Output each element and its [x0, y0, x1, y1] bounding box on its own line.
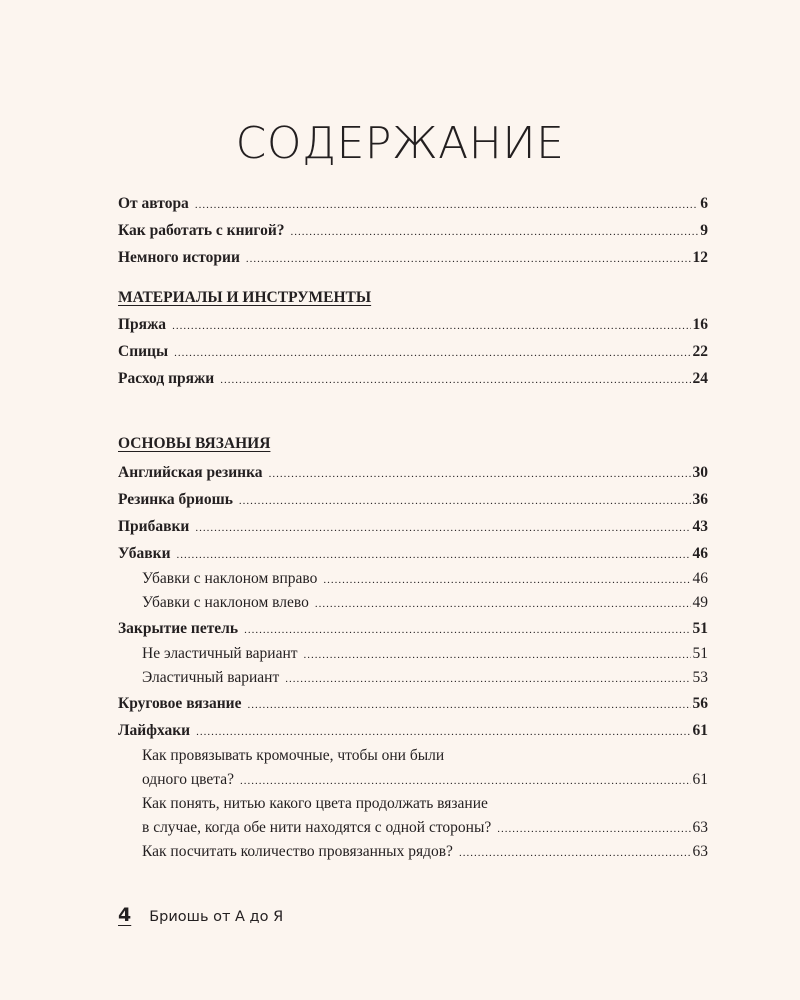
page-title: СОДЕРЖАНИЕ: [235, 118, 565, 169]
dot-leader: [177, 542, 691, 569]
dot-leader: [240, 769, 691, 793]
section-heading-materials[interactable]: МАТЕРИАЛЫ И ИНСТРУМЕНТЫ: [118, 289, 372, 306]
toc-page-number: 56: [692, 695, 708, 712]
dot-leader: [323, 568, 690, 592]
dot-leader: [247, 692, 690, 719]
toc-entry-yarn-usage[interactable]: [118, 365, 708, 392]
toc-entry-label: Расход пряжи: [118, 370, 215, 387]
toc-entry-label: Как понять, нитью какого цвета продолжать вязание: [142, 795, 488, 812]
dot-leader: [291, 219, 699, 246]
toc-page-number: 53: [692, 669, 708, 686]
toc-page-number: 46: [692, 545, 708, 562]
dot-leader: [459, 841, 691, 865]
toc-page-number: 51: [692, 620, 708, 637]
dot-leader: [172, 313, 690, 340]
toc-page-number: 63: [692, 819, 708, 836]
toc-page-number: 61: [692, 771, 708, 788]
toc-entry-lifehacks[interactable]: [118, 717, 708, 744]
toc-entry-bind-off[interactable]: [118, 615, 708, 642]
toc-entry-label: одного цвета?: [142, 771, 234, 788]
toc-subentry-which-color-line2[interactable]: [118, 816, 708, 840]
toc-entry-label: Немного истории: [118, 249, 240, 266]
toc-entry-increases[interactable]: [118, 513, 708, 540]
page-footer: [118, 904, 283, 926]
toc-subentry-non-elastic[interactable]: [118, 642, 708, 666]
toc-subentry-count-rows[interactable]: [118, 840, 708, 864]
dot-leader: [315, 592, 691, 616]
dot-leader: [269, 461, 691, 488]
toc-page-number: 36: [692, 491, 708, 508]
toc-entry-history[interactable]: [118, 244, 708, 271]
dot-leader: [220, 367, 690, 394]
toc-entry-from-author[interactable]: [118, 190, 708, 217]
section-heading-basics[interactable]: ОСНОВЫ ВЯЗАНИЯ: [118, 435, 271, 452]
dot-leader: [497, 817, 690, 841]
dot-leader: [304, 643, 691, 667]
toc-page-number: 61: [692, 722, 708, 739]
toc-page-number: 30: [692, 464, 708, 481]
toc-page-number: 51: [692, 645, 708, 662]
toc-entry-how-to-use[interactable]: [118, 217, 708, 244]
dot-leader: [285, 667, 690, 691]
toc-subentry-decrease-left[interactable]: [118, 591, 708, 615]
toc-entry-label: Убавки с наклоном влево: [142, 594, 309, 611]
toc-entry-label: Спицы: [118, 343, 169, 360]
toc-page-number: 12: [692, 249, 708, 266]
toc-entry-label: Круговое вязание: [118, 695, 242, 712]
toc-page-number: 24: [692, 370, 708, 387]
toc-entry-needles[interactable]: [118, 338, 708, 365]
toc-entry-yarn[interactable]: [118, 311, 708, 338]
toc-entry-label: Убавки: [118, 545, 171, 562]
toc-page-number: 49: [692, 594, 708, 611]
toc-entry-label: Английская резинка: [118, 464, 263, 481]
toc-page-number: 46: [692, 570, 708, 587]
toc-entry-label: Закрытие петель: [118, 620, 239, 637]
footer-page-number: 4: [118, 904, 132, 926]
dot-leader: [246, 246, 691, 273]
toc-subentry-which-color-line1[interactable]: [118, 792, 708, 816]
toc-entry-label: Как провязывать кромочные, чтобы они были: [142, 747, 445, 764]
toc-page-number: 9: [700, 222, 708, 239]
toc-entry-label: Эластичный вариант: [142, 669, 280, 686]
toc-entry-label: Пряжа: [118, 316, 167, 333]
dot-leader: [196, 719, 690, 746]
toc-entry-circular-knitting[interactable]: [118, 690, 708, 717]
dot-leader: [244, 617, 690, 644]
toc-subentry-decrease-right[interactable]: [118, 567, 708, 591]
toc-entry-label: Резинка бриошь: [118, 491, 233, 508]
toc-page-number: 16: [692, 316, 708, 333]
toc-entry-brioche-rib[interactable]: [118, 486, 708, 513]
toc-subentry-elastic[interactable]: [118, 666, 708, 690]
toc-page-number: 63: [692, 843, 708, 860]
toc-subentry-edge-stitches-line1[interactable]: [118, 744, 708, 768]
toc-entry-label: Убавки с наклоном вправо: [142, 570, 318, 587]
toc-page-number: 6: [700, 195, 708, 212]
toc-entry-english-rib[interactable]: [118, 459, 708, 486]
dot-leader: [239, 488, 691, 515]
dot-leader: [195, 192, 698, 219]
toc-entry-label: Как посчитать количество провязанных рядов?: [142, 843, 453, 860]
toc-entry-label: Прибавки: [118, 518, 190, 535]
dot-leader: [195, 515, 690, 542]
toc-page-number: 22: [692, 343, 708, 360]
toc-entry-label: От автора: [118, 195, 189, 212]
dot-leader: [174, 340, 690, 367]
toc-entry-label: Как работать с книгой?: [118, 222, 285, 239]
footer-book-title: Бриошь от А до Я: [149, 909, 284, 925]
toc-page-number: 43: [692, 518, 708, 535]
toc-entry-label: в случае, когда обе нити находятся с одной стороны?: [142, 819, 492, 836]
toc-entry-decreases[interactable]: [118, 540, 708, 567]
toc-entry-label: Лайфхаки: [118, 722, 191, 739]
toc-subentry-edge-stitches-line2[interactable]: [118, 768, 708, 792]
toc-entry-label: Не эластичный вариант: [142, 645, 298, 662]
table-of-contents: [118, 190, 708, 864]
